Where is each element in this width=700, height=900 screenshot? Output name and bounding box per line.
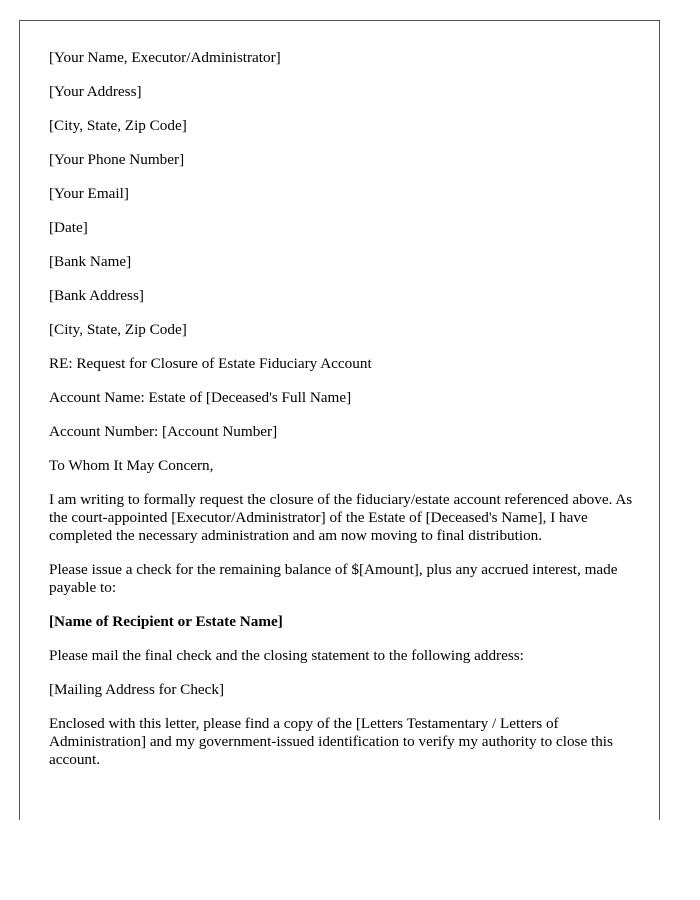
- bank-city-state-zip: [City, State, Zip Code]: [49, 321, 187, 338]
- sender-name: [Your Name, Executor/Administrator]: [49, 49, 281, 66]
- body-paragraph-4: Enclosed with this letter, please find a copy of the [Letters Testamentary / Letters of Administration] and my government-issued identification to verify my authority to close this account.: [49, 715, 613, 768]
- letter-page: [19, 20, 660, 820]
- account-number: Account Number: [Account Number]: [49, 423, 278, 440]
- body-paragraph-1: I am writing to formally request the closure of the fiduciary/estate account referenced above. As the court-appointed [Executor/Administrator] of the Estate of [Deceased's Name], I have completed the necessary administration and am now moving to final distribution.: [49, 491, 633, 544]
- bank-address: [Bank Address]: [49, 287, 144, 304]
- sender-email: [Your Email]: [49, 185, 129, 202]
- mailing-address: [Mailing Address for Check]: [49, 681, 225, 698]
- sender-city-state-zip: [City, State, Zip Code]: [49, 117, 187, 134]
- sender-address: [Your Address]: [49, 83, 142, 100]
- bank-name: [Bank Name]: [49, 253, 132, 270]
- sender-phone: [Your Phone Number]: [49, 151, 185, 168]
- subject-line: RE: Request for Closure of Estate Fiduciary Account: [49, 355, 372, 372]
- letter-date: [Date]: [49, 219, 88, 236]
- letter-content: [49, 49, 634, 785]
- salutation: To Whom It May Concern,: [49, 457, 214, 474]
- body-paragraph-3: Please mail the final check and the closing statement to the following address:: [49, 647, 524, 664]
- account-name: Account Name: Estate of [Deceased's Full Name]: [49, 389, 352, 406]
- body-paragraph-2: Please issue a check for the remaining balance of $[Amount], plus any accrued interest, made payable to:: [49, 561, 618, 596]
- payee-name: [Name of Recipient or Estate Name]: [49, 613, 283, 630]
